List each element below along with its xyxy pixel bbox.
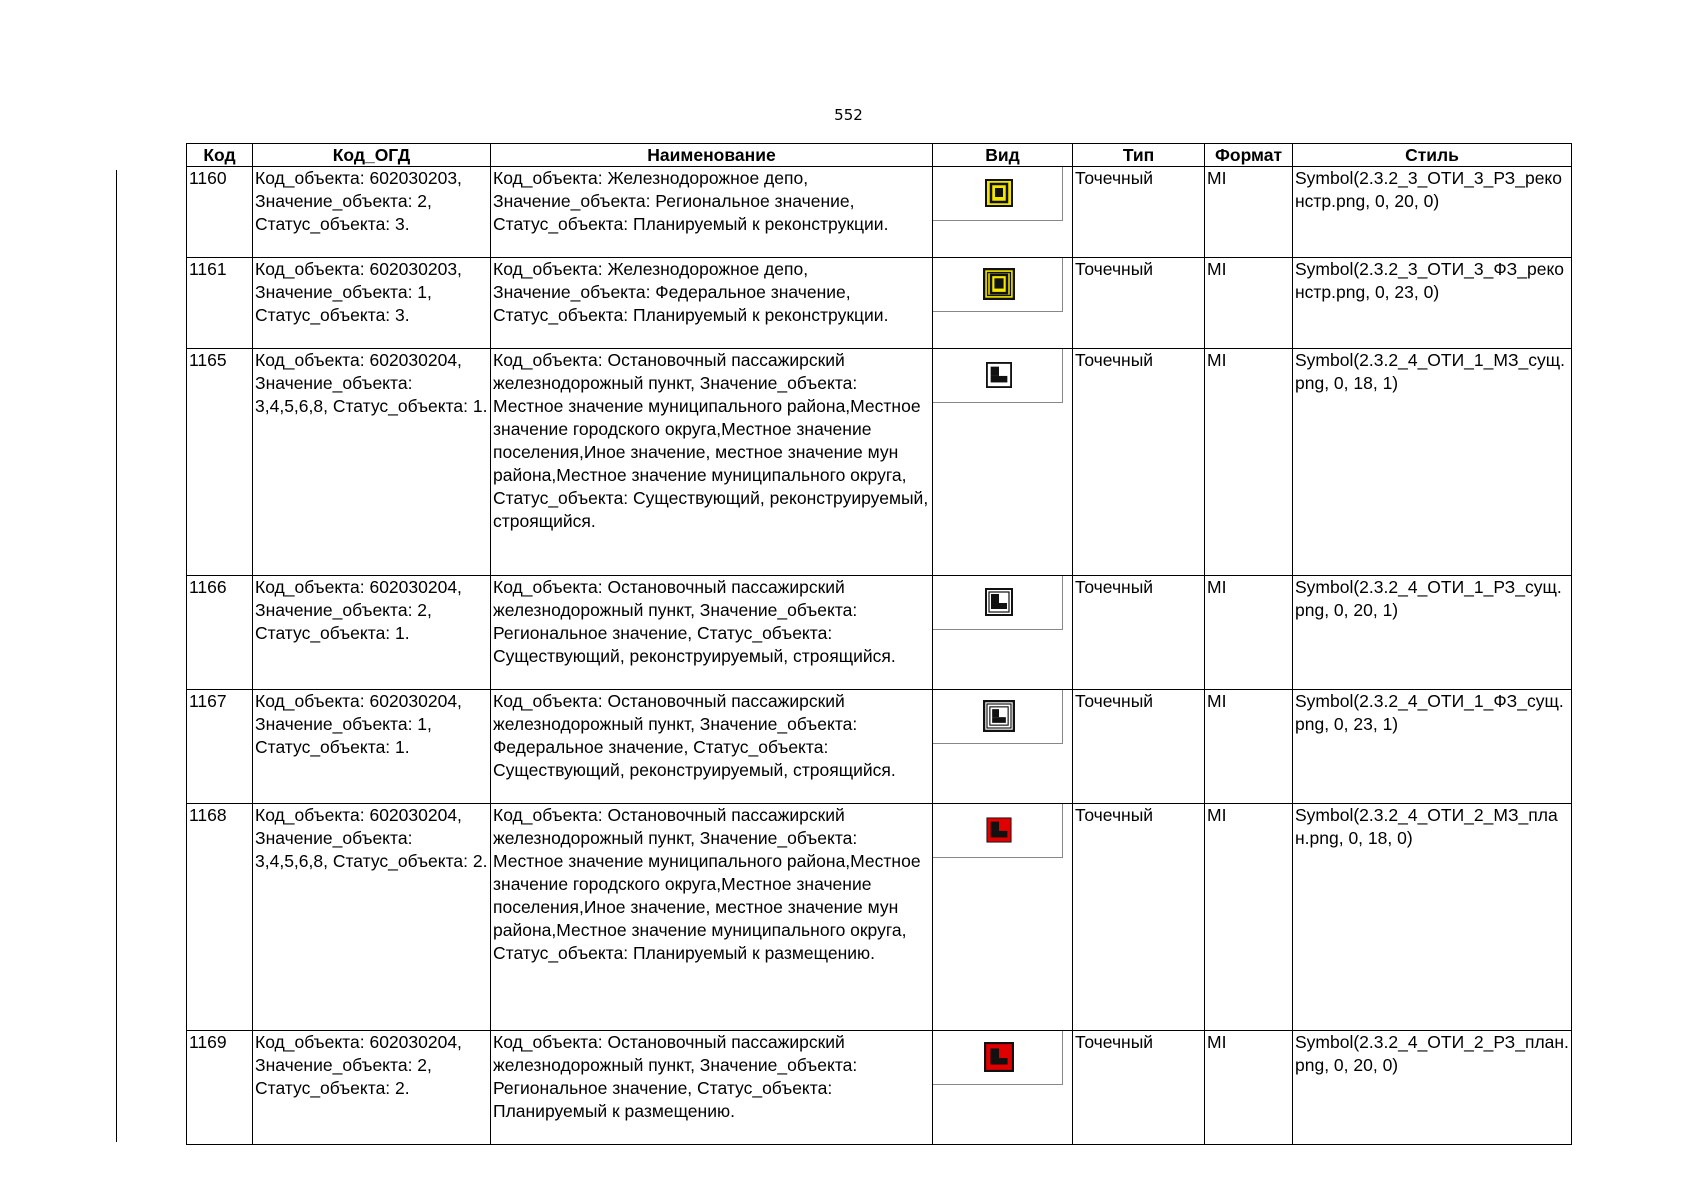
margin-line <box>116 170 117 1142</box>
cell-type: Точечный <box>1073 349 1205 576</box>
cell-format: MI <box>1205 258 1293 349</box>
cell-name: Код_объекта: Остановочный пассажирский железнодорожный пункт, Значение_объекта: Местное значение муниципального района,Местное значение городского округа,Местное значение поселения,Иное значение, местное значение мун района,Местное значение муниципального округа, Статус_объекта: Существующий, реконструируемый, строящийся. <box>491 349 933 576</box>
cell-style: Symbol(2.3.2_3_ОТИ_3_ФЗ_реконстр.png, 0, 23, 0) <box>1293 258 1572 349</box>
cell-ogd: Код_объекта: 602030204, Значение_объекта: 2, Статус_объекта: 2. <box>253 1031 491 1145</box>
cell-view <box>933 167 1073 258</box>
cell-ogd: Код_объекта: 602030204, Значение_объекта: 3,4,5,6,8, Статус_объекта: 2. <box>253 804 491 1031</box>
header-name: Наименование <box>491 144 933 167</box>
symbol-frame <box>933 258 1063 312</box>
header-format: Формат <box>1205 144 1293 167</box>
cell-ogd: Код_объекта: 602030203, Значение_объекта: 1, Статус_объекта: 3. <box>253 258 491 349</box>
table-row <box>187 1031 1572 1145</box>
symbol-frame <box>933 1031 1063 1085</box>
stop-federal-existing-icon <box>983 700 1015 732</box>
table-row <box>187 258 1572 349</box>
cell-style: Symbol(2.3.2_3_ОТИ_3_РЗ_реконстр.png, 0, 20, 0) <box>1293 167 1572 258</box>
symbol-frame <box>933 576 1063 630</box>
cell-type: Точечный <box>1073 1031 1205 1145</box>
depot-federal-reconstruction-icon <box>983 268 1015 300</box>
header-style: Стиль <box>1293 144 1572 167</box>
cell-type: Точечный <box>1073 167 1205 258</box>
cell-name: Код_объекта: Железнодорожное депо, Значение_объекта: Федеральное значение, Статус_объекта: Планируемый к реконструкции. <box>491 258 933 349</box>
header-type: Тип <box>1073 144 1205 167</box>
cell-format: MI <box>1205 576 1293 690</box>
page-number: 552 <box>834 106 863 124</box>
cell-style: Symbol(2.3.2_4_ОТИ_2_МЗ_план.png, 0, 18, 0) <box>1293 804 1572 1031</box>
cell-code: 1168 <box>187 804 253 1031</box>
cell-ogd: Код_объекта: 602030204, Значение_объекта: 1, Статус_объекта: 1. <box>253 690 491 804</box>
cell-code: 1161 <box>187 258 253 349</box>
symbol-registry-table <box>186 143 1572 1145</box>
cell-style: Symbol(2.3.2_4_ОТИ_1_ФЗ_сущ.png, 0, 23, 1) <box>1293 690 1572 804</box>
cell-type: Точечный <box>1073 690 1205 804</box>
cell-code: 1169 <box>187 1031 253 1145</box>
stop-regional-existing-icon <box>985 588 1013 616</box>
cell-format: MI <box>1205 1031 1293 1145</box>
cell-type: Точечный <box>1073 576 1205 690</box>
cell-name: Код_объекта: Остановочный пассажирский железнодорожный пункт, Значение_объекта: Местное значение муниципального района,Местное значение городского округа,Местное значение поселения,Иное значение, местное значение мун района,Местное значение муниципального округа, Статус_объекта: Планируемый к размещению. <box>491 804 933 1031</box>
symbol-frame <box>933 690 1063 744</box>
stop-regional-planned-icon <box>984 1042 1014 1072</box>
table-row <box>187 690 1572 804</box>
cell-view <box>933 258 1073 349</box>
cell-format: MI <box>1205 349 1293 576</box>
cell-code: 1160 <box>187 167 253 258</box>
cell-style: Symbol(2.3.2_4_ОТИ_1_МЗ_сущ.png, 0, 18, 1) <box>1293 349 1572 576</box>
stop-local-existing-icon <box>986 362 1012 388</box>
cell-ogd: Код_объекта: 602030204, Значение_объекта: 2, Статус_объекта: 1. <box>253 576 491 690</box>
symbol-frame <box>933 167 1063 221</box>
cell-style: Symbol(2.3.2_4_ОТИ_2_РЗ_план.png, 0, 20, 0) <box>1293 1031 1572 1145</box>
cell-ogd: Код_объекта: 602030203, Значение_объекта: 2, Статус_объекта: 3. <box>253 167 491 258</box>
depot-regional-reconstruction-icon <box>985 179 1013 207</box>
header-view: Вид <box>933 144 1073 167</box>
table-row <box>187 576 1572 690</box>
cell-type: Точечный <box>1073 258 1205 349</box>
cell-name: Код_объекта: Остановочный пассажирский железнодорожный пункт, Значение_объекта: Региональное значение, Статус_объекта: Существующий, реконструируемый, строящийся. <box>491 576 933 690</box>
table-row <box>187 804 1572 1031</box>
header-row <box>187 144 1572 167</box>
symbol-frame <box>933 804 1063 858</box>
table-row <box>187 349 1572 576</box>
cell-name: Код_объекта: Остановочный пассажирский железнодорожный пункт, Значение_объекта: Региональное значение, Статус_объекта: Планируемый к размещению. <box>491 1031 933 1145</box>
header-ogd: Код_ОГД <box>253 144 491 167</box>
stop-local-planned-icon <box>986 817 1012 843</box>
cell-name: Код_объекта: Железнодорожное депо, Значение_объекта: Региональное значение, Статус_объекта: Планируемый к реконструкции. <box>491 167 933 258</box>
cell-view <box>933 1031 1073 1145</box>
cell-ogd: Код_объекта: 602030204, Значение_объекта: 3,4,5,6,8, Статус_объекта: 1. <box>253 349 491 576</box>
cell-view <box>933 804 1073 1031</box>
cell-code: 1165 <box>187 349 253 576</box>
cell-format: MI <box>1205 804 1293 1031</box>
header-code: Код <box>187 144 253 167</box>
cell-view <box>933 349 1073 576</box>
symbol-frame <box>933 349 1063 403</box>
cell-format: MI <box>1205 167 1293 258</box>
table-row <box>187 167 1572 258</box>
cell-name: Код_объекта: Остановочный пассажирский железнодорожный пункт, Значение_объекта: Федеральное значение, Статус_объекта: Существующий, реконструируемый, строящийся. <box>491 690 933 804</box>
cell-type: Точечный <box>1073 804 1205 1031</box>
cell-view <box>933 690 1073 804</box>
cell-code: 1166 <box>187 576 253 690</box>
cell-format: MI <box>1205 690 1293 804</box>
cell-code: 1167 <box>187 690 253 804</box>
cell-view <box>933 576 1073 690</box>
cell-style: Symbol(2.3.2_4_ОТИ_1_РЗ_сущ.png, 0, 20, 1) <box>1293 576 1572 690</box>
